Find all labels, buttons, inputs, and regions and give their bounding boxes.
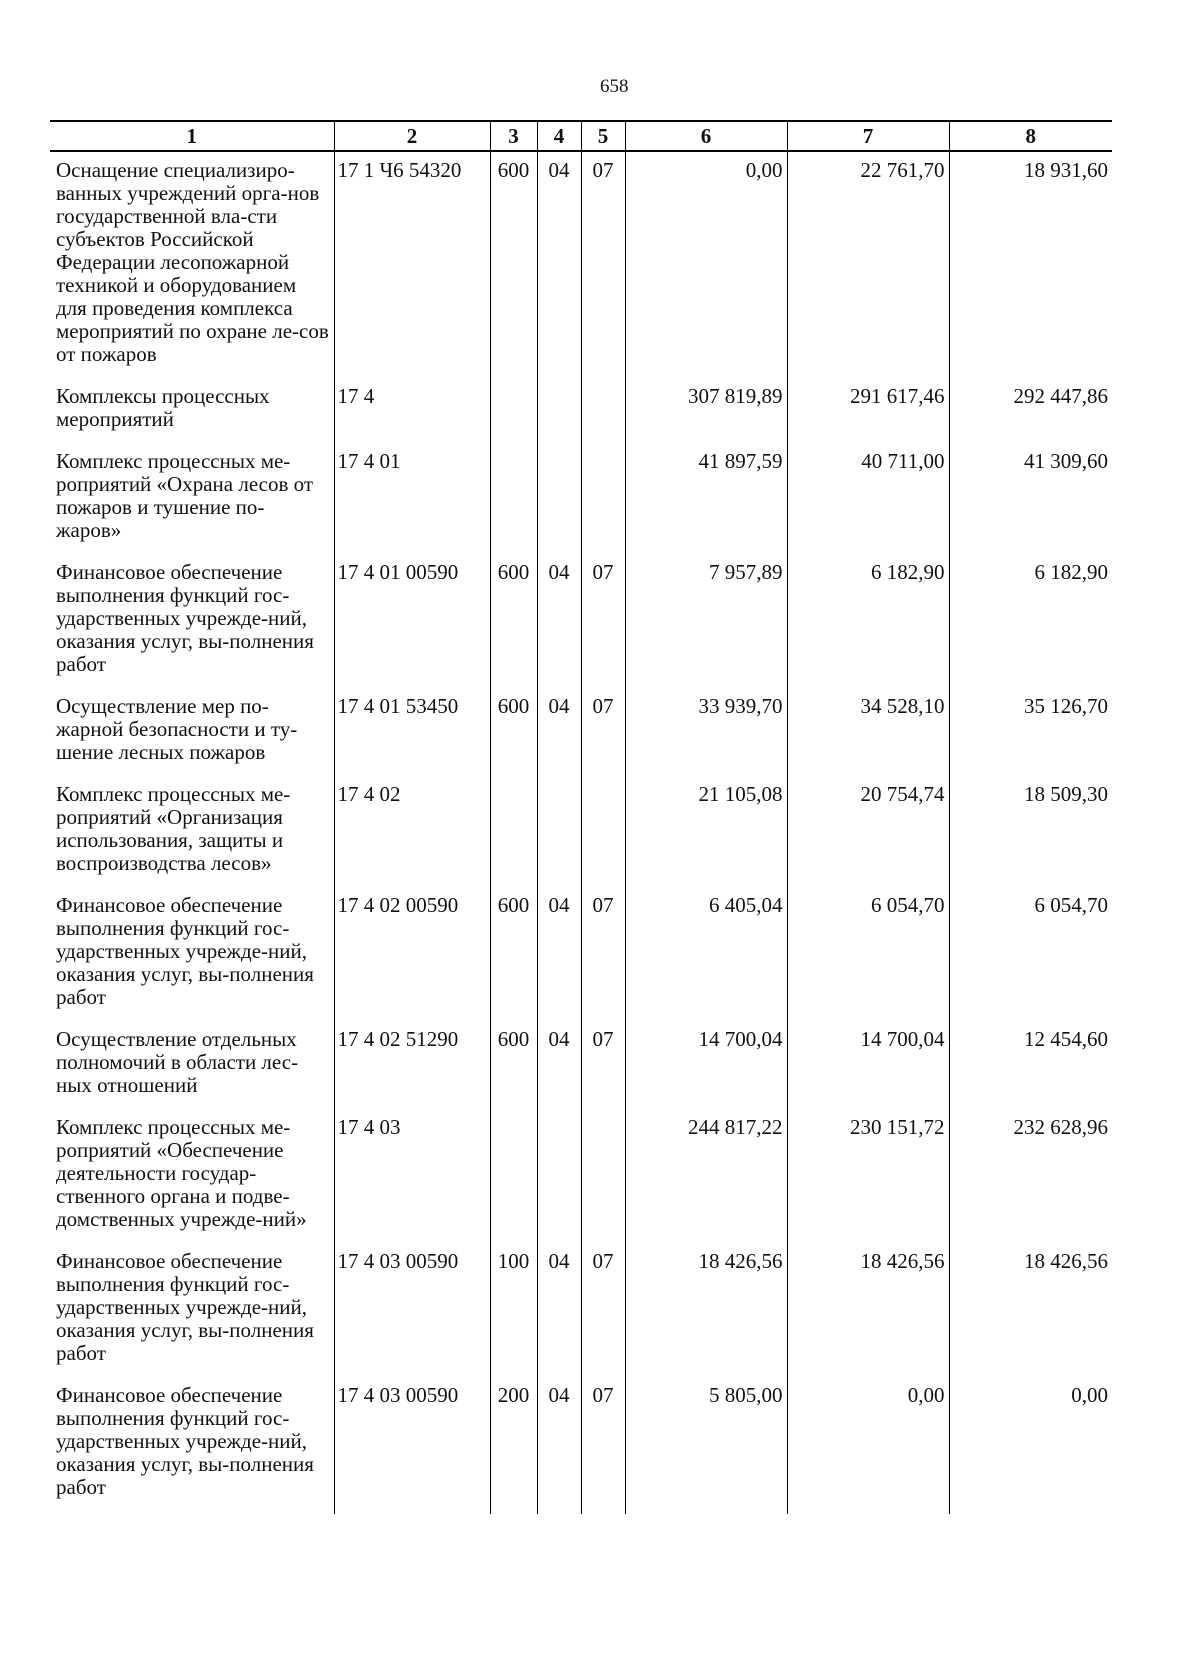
row-name: Финансовое обеспечение выполнения функций гос-ударственных учрежде-ний, оказания услуг, вы-полнения работ	[56, 1249, 314, 1365]
row-value-col7: 6 054,70	[787, 887, 949, 1021]
row-expense-type: 100	[490, 1243, 537, 1377]
row-value-col8: 6 182,90	[949, 554, 1112, 688]
row-section: 04	[537, 887, 581, 1021]
row-section	[537, 378, 581, 443]
row-section: 04	[537, 151, 581, 378]
row-value-col7: 18 426,56	[787, 1243, 949, 1377]
row-value-col6: 307 819,89	[625, 378, 787, 443]
row-value-col7: 14 700,04	[787, 1021, 949, 1109]
row-section: 04	[537, 1021, 581, 1109]
row-value-col6: 244 817,22	[625, 1109, 787, 1243]
row-section	[537, 776, 581, 887]
row-value-col8: 41 309,60	[949, 443, 1112, 554]
row-value-col6: 18 426,56	[625, 1243, 787, 1377]
table-row	[50, 688, 1112, 776]
row-code: 17 4 01 53450	[334, 688, 490, 776]
header-col-2: 2	[334, 121, 490, 151]
row-code: 17 4 03 00590	[334, 1243, 490, 1377]
row-name: Комплекс процессных ме-роприятий «Охрана лесов от пожаров и тушение по-жаров»	[56, 449, 314, 542]
row-value-col7: 6 182,90	[787, 554, 949, 688]
row-value-col6: 14 700,04	[625, 1021, 787, 1109]
row-value-col7: 230 151,72	[787, 1109, 949, 1243]
row-expense-type	[490, 776, 537, 887]
row-subsection	[581, 776, 625, 887]
row-value-col7: 34 528,10	[787, 688, 949, 776]
row-section: 04	[537, 1377, 581, 1514]
row-value-col8: 232 628,96	[949, 1109, 1112, 1243]
row-value-col7: 0,00	[787, 1377, 949, 1514]
row-expense-type: 600	[490, 688, 537, 776]
row-value-col7: 20 754,74	[787, 776, 949, 887]
row-value-col8: 292 447,86	[949, 378, 1112, 443]
row-value-col6: 0,00	[625, 151, 787, 378]
row-value-col8: 18 509,30	[949, 776, 1112, 887]
row-name: Финансовое обеспечение выполнения функций гос-ударственных учрежде-ний, оказания услуг, вы-полнения работ	[56, 893, 314, 1009]
row-code: 17 4 02 00590	[334, 887, 490, 1021]
table-row	[50, 443, 1112, 554]
table-row	[50, 1109, 1112, 1243]
row-subsection: 07	[581, 1243, 625, 1377]
row-subsection	[581, 443, 625, 554]
row-name: Осуществление отдельных полномочий в области лес-ных отношений	[56, 1027, 299, 1097]
row-subsection: 07	[581, 688, 625, 776]
row-code: 17 4 02 51290	[334, 1021, 490, 1109]
page-number: 658	[600, 76, 629, 97]
row-subsection: 07	[581, 151, 625, 378]
row-value-col8: 18 426,56	[949, 1243, 1112, 1377]
row-value-col8: 6 054,70	[949, 887, 1112, 1021]
table-row	[50, 378, 1112, 443]
header-row	[50, 121, 1112, 151]
header-col-4: 4	[537, 121, 581, 151]
row-code: 17 4 02	[334, 776, 490, 887]
row-section	[537, 1109, 581, 1243]
row-subsection	[581, 378, 625, 443]
row-name: Финансовое обеспечение выполнения функций гос-ударственных учрежде-ний, оказания услуг, вы-полнения работ	[56, 560, 314, 676]
row-name: Осуществление мер по-жарной безопасности и ту-шение лесных пожаров	[56, 694, 298, 764]
row-section: 04	[537, 688, 581, 776]
row-name: Комплекс процессных ме-роприятий «Организация использования, защиты и воспроизводства лесов»	[56, 782, 291, 875]
row-name: Комплексы процессных мероприятий	[56, 384, 270, 431]
row-section	[537, 443, 581, 554]
table-row	[50, 151, 1112, 378]
row-name: Финансовое обеспечение выполнения функций гос-ударственных учрежде-ний, оказания услуг, вы-полнения работ	[56, 1383, 314, 1499]
row-value-col7: 40 711,00	[787, 443, 949, 554]
row-expense-type: 600	[490, 554, 537, 688]
row-expense-type	[490, 443, 537, 554]
row-subsection: 07	[581, 554, 625, 688]
row-value-col7: 22 761,70	[787, 151, 949, 378]
row-subsection: 07	[581, 887, 625, 1021]
budget-table	[50, 120, 1112, 1514]
table-row	[50, 554, 1112, 688]
header-col-6: 6	[625, 121, 787, 151]
row-expense-type: 600	[490, 151, 537, 378]
row-value-col6: 21 105,08	[625, 776, 787, 887]
row-code: 17 4 01	[334, 443, 490, 554]
row-value-col6: 7 957,89	[625, 554, 787, 688]
row-value-col6: 5 805,00	[625, 1377, 787, 1514]
table-row	[50, 1243, 1112, 1377]
row-name: Оснащение специализиро-ванных учреждений орга-нов государственной вла-сти субъектов Российской Федерации лесопожарной техникой и оборудованием для проведения комплекса мероприятий по охране ле-сов от пожаров	[56, 158, 329, 366]
row-value-col8: 12 454,60	[949, 1021, 1112, 1109]
row-value-col8: 35 126,70	[949, 688, 1112, 776]
row-name: Комплекс процессных ме-роприятий «Обеспечение деятельности государ-ственного органа и подве-домственных учрежде-ний»	[56, 1115, 307, 1231]
row-value-col6: 33 939,70	[625, 688, 787, 776]
row-subsection: 07	[581, 1377, 625, 1514]
row-code: 17 4 03 00590	[334, 1377, 490, 1514]
row-value-col6: 41 897,59	[625, 443, 787, 554]
row-expense-type: 600	[490, 1021, 537, 1109]
row-code: 17 1 Ч6 54320	[334, 151, 490, 378]
header-col-7: 7	[787, 121, 949, 151]
table-row	[50, 1021, 1112, 1109]
row-subsection: 07	[581, 1021, 625, 1109]
table-row	[50, 1377, 1112, 1514]
row-subsection	[581, 1109, 625, 1243]
row-value-col8: 18 931,60	[949, 151, 1112, 378]
row-expense-type: 600	[490, 887, 537, 1021]
row-code: 17 4 03	[334, 1109, 490, 1243]
row-expense-type	[490, 1109, 537, 1243]
row-code: 17 4 01 00590	[334, 554, 490, 688]
row-expense-type	[490, 378, 537, 443]
table-row	[50, 887, 1112, 1021]
table-row	[50, 776, 1112, 887]
header-col-1: 1	[50, 121, 334, 151]
row-value-col7: 291 617,46	[787, 378, 949, 443]
row-section: 04	[537, 554, 581, 688]
row-value-col6: 6 405,04	[625, 887, 787, 1021]
header-col-5: 5	[581, 121, 625, 151]
header-col-3: 3	[490, 121, 537, 151]
row-expense-type: 200	[490, 1377, 537, 1514]
row-code: 17 4	[334, 378, 490, 443]
header-col-8: 8	[949, 121, 1112, 151]
row-section: 04	[537, 1243, 581, 1377]
row-value-col8: 0,00	[949, 1377, 1112, 1514]
